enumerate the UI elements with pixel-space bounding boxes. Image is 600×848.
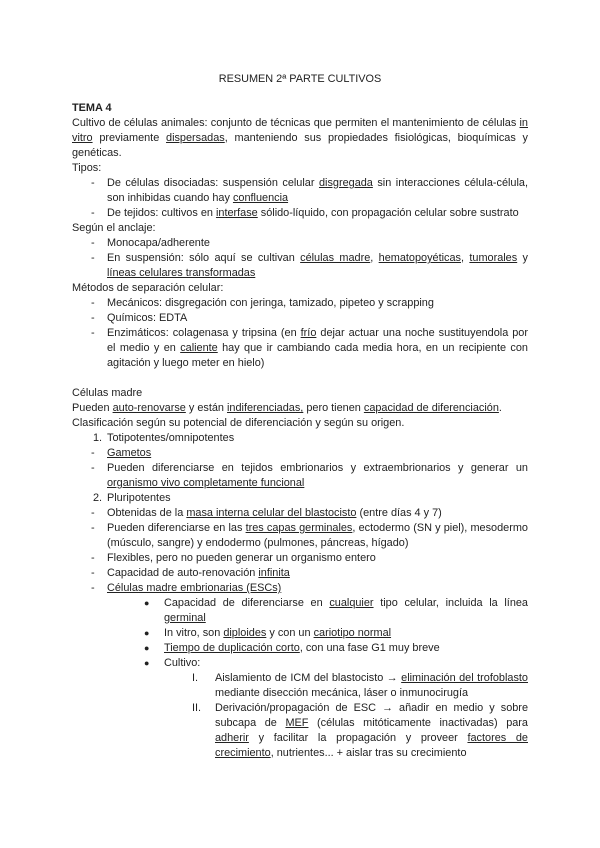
text: In vitro, son xyxy=(164,627,224,639)
text: y están xyxy=(185,402,228,414)
text: Capacidad de diferenciarse en xyxy=(164,597,330,609)
underlined-text: líneas celulares transformadas xyxy=(107,267,256,279)
underlined-text: caliente xyxy=(180,342,218,354)
text: y con un xyxy=(266,627,314,639)
list-marker: ● xyxy=(144,598,150,608)
underlined-text: Tiempo de duplicación corto xyxy=(164,642,300,654)
text: (células mitóticamente inactivadas) para xyxy=(308,717,528,729)
text: y xyxy=(517,252,528,264)
dash-list-item xyxy=(72,311,528,326)
paragraph xyxy=(72,161,528,176)
dash-list-item xyxy=(72,521,528,551)
list-marker: ● xyxy=(144,643,150,653)
underlined-text: tumorales xyxy=(469,252,518,264)
text: , xyxy=(460,252,470,264)
underlined-text: Gametos xyxy=(107,447,152,459)
list-marker: - xyxy=(91,522,95,534)
text: mediante disección mecánica, láser o inmunocirugía xyxy=(215,687,469,699)
underlined-text: masa interna celular del blastocisto xyxy=(186,507,357,519)
text: Enzimáticos: colagenasa y tripsina (en xyxy=(107,327,301,339)
text: Según el anclaje: xyxy=(72,222,156,234)
text: Pueden diferenciarse en tejidos embrionarios y extraembrionarios y generar un xyxy=(107,462,528,474)
underlined-text: diploides xyxy=(223,627,267,639)
list-marker: ● xyxy=(144,658,150,668)
text: Células madre xyxy=(72,387,143,399)
underlined-text: MEF xyxy=(285,717,309,729)
underlined-text: organismo vivo completamente funcional xyxy=(107,477,305,489)
list-marker: - xyxy=(91,312,95,324)
document-title: RESUMEN 2ª PARTE CULTIVOS xyxy=(218,73,382,85)
underlined-text: frío xyxy=(300,327,317,339)
list-marker: - xyxy=(91,507,95,519)
list-marker: - xyxy=(91,297,95,309)
list-marker: - xyxy=(91,327,95,339)
dash-list-item xyxy=(72,566,528,581)
text: Obtenidas de la xyxy=(107,507,187,519)
dash-list-item xyxy=(72,176,528,206)
underlined-text: confluencia xyxy=(232,192,289,204)
text: De células disociadas: suspensión celular xyxy=(107,177,319,189)
underlined-text: auto-renovarse xyxy=(112,402,186,414)
text: hay que ir cambiando cada media hora, en un recipiente con agitación y luego meter en hielo) xyxy=(107,342,528,369)
text: Pueden diferenciarse en las xyxy=(107,522,246,534)
text: Aislamiento de ICM del blastocisto → xyxy=(215,672,402,684)
underlined-text: capacidad de diferenciación xyxy=(363,402,499,414)
section-heading xyxy=(72,101,528,116)
numbered-list-item xyxy=(72,491,528,506)
underlined-text: cualquier xyxy=(329,597,374,609)
text: , con una fase G1 muy breve xyxy=(299,642,440,654)
dash-list-item xyxy=(72,236,528,251)
list-marker: - xyxy=(91,552,95,564)
list-marker: 2. xyxy=(93,492,103,504)
document-body xyxy=(72,101,528,761)
document-page xyxy=(72,72,528,761)
dash-list-item xyxy=(72,206,528,221)
underlined-text: eliminación del trofoblasto xyxy=(401,672,528,684)
text: , nutrientes... + aislar tras su crecimiento xyxy=(270,747,467,759)
text: Monocapa/adherente xyxy=(107,237,210,249)
dash-list-item xyxy=(72,326,528,371)
list-marker: - xyxy=(91,462,95,474)
underlined-text: tres capas germinales xyxy=(245,522,353,534)
underlined-text: Células madre embrionarias (ESCs) xyxy=(107,582,282,594)
bullet-list-item xyxy=(72,596,528,626)
underlined-text: adherir xyxy=(215,732,249,744)
text: , manteniendo sus propiedades fisiológicas, bioquímicas y genéticas. xyxy=(72,132,528,159)
roman-list-item xyxy=(72,701,528,761)
underlined-text: cariotipo normal xyxy=(313,627,392,639)
text: previamente xyxy=(92,132,167,144)
list-marker: - xyxy=(91,237,95,249)
paragraph xyxy=(72,281,528,296)
underlined-text: in vitro xyxy=(72,117,528,144)
list-marker: ● xyxy=(144,628,150,638)
text: Pluripotentes xyxy=(107,492,171,504)
text: sólido-líquido, con propagación celular sobre sustrato xyxy=(257,207,519,219)
roman-list-item xyxy=(72,671,528,701)
dash-list-item xyxy=(72,551,528,566)
text: De tejidos: cultivos en xyxy=(107,207,216,219)
text: y facilitar la propagación y proveer xyxy=(248,732,468,744)
list-marker: - xyxy=(91,252,95,264)
paragraph xyxy=(72,221,528,236)
text: Mecánicos: disgregación con jeringa, tamizado, pipeteo y scrapping xyxy=(107,297,434,309)
text: , ectodermo (SN y piel), mesodermo (músculo, sangre) y endodermo (pulmones, páncreas, hígado) xyxy=(107,522,528,549)
text: . xyxy=(498,402,502,414)
paragraph xyxy=(72,401,528,416)
underlined-text: factores de crecimiento xyxy=(215,732,528,759)
text: sin interacciones célula-célula, son inhibidas cuando hay xyxy=(107,177,528,204)
text: Cultivo: xyxy=(164,657,201,669)
text: Capacidad de auto-renovación xyxy=(107,567,259,579)
text: TEMA 4 xyxy=(72,102,112,114)
text: Pueden xyxy=(72,402,113,414)
text: dejar actuar una noche sustituyendola por el medio y en xyxy=(107,327,528,354)
list-marker: - xyxy=(91,207,95,219)
text: Métodos de separación celular: xyxy=(72,282,224,294)
underlined-text: germinal xyxy=(164,612,206,624)
list-marker: - xyxy=(91,567,95,579)
underlined-text: infinita xyxy=(258,567,290,579)
underlined-text: disgregada xyxy=(318,177,373,189)
list-marker: - xyxy=(91,447,95,459)
text: (entre días 4 y 7) xyxy=(356,507,442,519)
text: En suspensión: sólo aquí se cultivan xyxy=(107,252,301,264)
blank-line xyxy=(72,371,528,386)
text: Clasificación según su potencial de diferenciación y según su origen. xyxy=(72,417,405,429)
underlined-text: dispersadas xyxy=(166,132,225,144)
dash-list-item xyxy=(72,251,528,281)
list-marker: - xyxy=(91,582,95,594)
bullet-list-item xyxy=(72,626,528,641)
bullet-list-item xyxy=(72,641,528,656)
paragraph xyxy=(72,416,528,431)
list-marker: II. xyxy=(192,702,202,714)
text: Cultivo de células animales: conjunto de técnicas que permiten el mantenimiento de células xyxy=(72,117,520,129)
list-marker: 1. xyxy=(93,432,103,444)
underlined-text: interfase xyxy=(215,207,258,219)
list-marker: - xyxy=(91,177,95,189)
text: Derivación/propagación de ESC → añadir en medio y sobre subcapa de xyxy=(215,702,528,729)
numbered-list-item xyxy=(72,431,528,446)
underlined-text: hematopoyéticas xyxy=(378,252,461,264)
text: Flexibles, pero no pueden generar un organismo entero xyxy=(107,552,376,564)
dash-list-item xyxy=(72,296,528,311)
text: tipo celular, incluida la línea xyxy=(373,597,528,609)
dash-list-item xyxy=(72,446,528,461)
underlined-text: células madre xyxy=(300,252,371,264)
dash-list-item xyxy=(72,461,528,491)
list-marker: I. xyxy=(192,672,199,684)
dash-list-item xyxy=(72,506,528,521)
underlined-text: indiferenciadas, xyxy=(227,402,304,414)
text: Químicos: EDTA xyxy=(107,312,188,324)
text: Tipos: xyxy=(72,162,102,174)
dash-list-item xyxy=(72,581,528,596)
text: Totipotentes/omnipotentes xyxy=(107,432,235,444)
paragraph xyxy=(72,116,528,161)
text: , xyxy=(370,252,379,264)
bullet-list-item xyxy=(72,656,528,671)
text: pero tienen xyxy=(303,402,364,414)
paragraph xyxy=(72,386,528,401)
